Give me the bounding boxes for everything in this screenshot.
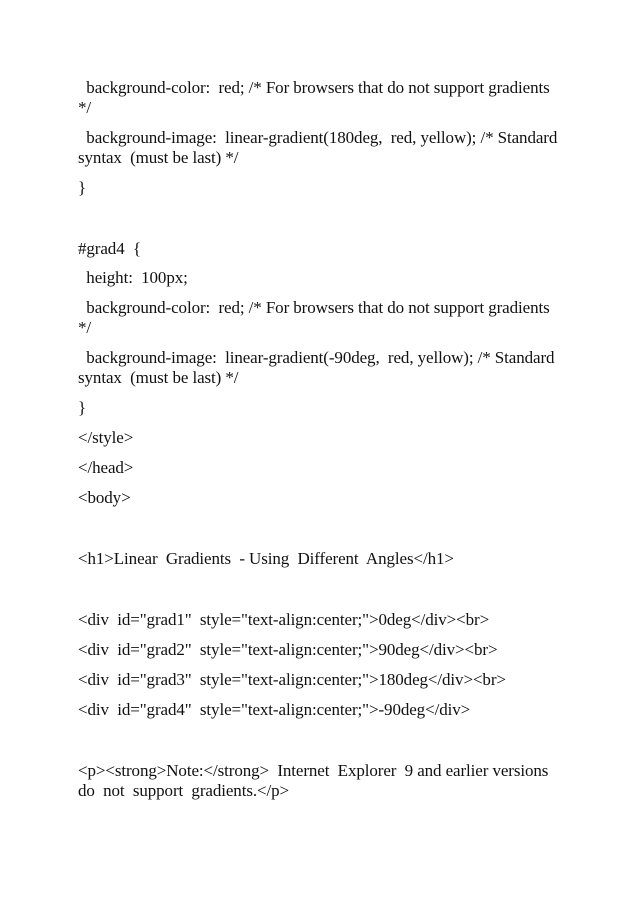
- code-line: syntax (must be last) */: [78, 148, 239, 167]
- code-line: */: [78, 98, 92, 117]
- code-line: background-color: red; /* For browsers that do not support gradients: [78, 78, 550, 97]
- code-line: background-image: linear-gradient(180deg, red, yellow); /* Standard: [78, 128, 558, 147]
- code-line: <body>: [78, 488, 131, 507]
- code-line: #grad4 {: [78, 239, 141, 258]
- code-line: }: [78, 178, 87, 197]
- code-line: <div id="grad3" style="text-align:center;">180deg</div><br>: [78, 670, 506, 689]
- code-line: background-image: linear-gradient(-90deg, red, yellow); /* Standard: [78, 348, 555, 367]
- code-line: <div id="grad2" style="text-align:center;">90deg</div><br>: [78, 640, 498, 659]
- code-line: <h1>Linear Gradients - Using Different Angles</h1>: [78, 549, 454, 568]
- code-line: <p><strong>Note:</strong> Internet Explorer 9 and earlier versions: [78, 761, 549, 780]
- code-line: </head>: [78, 458, 134, 477]
- code-line: syntax (must be last) */: [78, 368, 239, 387]
- code-line: }: [78, 398, 87, 417]
- code-line: */: [78, 318, 92, 337]
- code-line: </style>: [78, 428, 134, 447]
- code-line: height: 100px;: [78, 268, 188, 287]
- code-line: <div id="grad4" style="text-align:center;">-90deg</div>: [78, 700, 471, 719]
- code-line: <div id="grad1" style="text-align:center;">0deg</div><br>: [78, 610, 490, 629]
- code-line: background-color: red; /* For browsers that do not support gradients: [78, 298, 550, 317]
- code-line: do not support gradients.</p>: [78, 781, 289, 800]
